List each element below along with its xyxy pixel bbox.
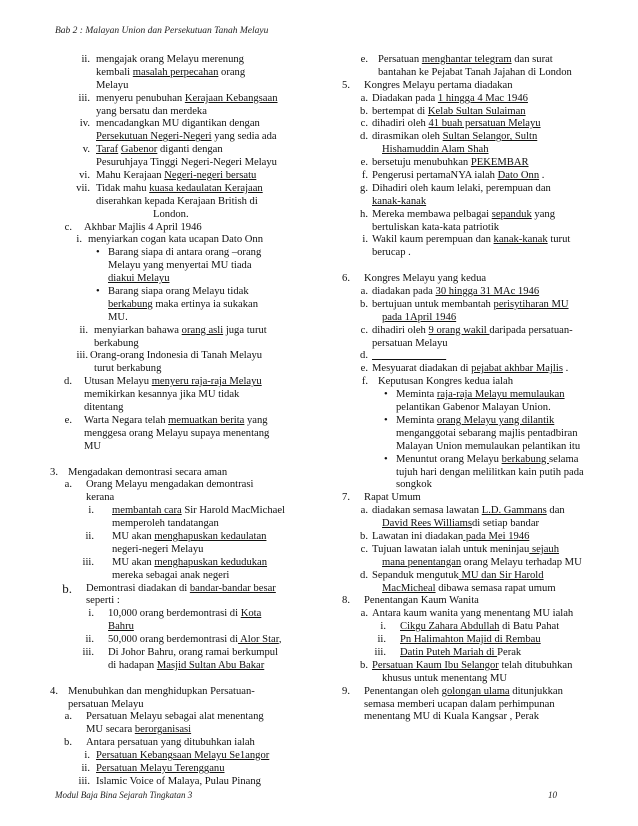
list-item-text: 50,000 orang berdemontrasi di Alor Star, [108, 634, 282, 646]
list-marker: d. [360, 569, 368, 581]
list-item-text: Orang Melayu mengadakan demontrasi [86, 479, 254, 491]
list-item-text: Penentangan Kaum Wanita [364, 595, 479, 607]
list-marker: e. [360, 157, 368, 169]
list-item-text: Persatuan Melayu sebagai alat menentang [86, 711, 264, 723]
list-item-text: menyiarkan cogan kata ucapan Dato Onn [88, 234, 264, 246]
list-item-text: Mahu Kerajaan Negeri-negeri bersatu [96, 170, 257, 182]
blank-line [372, 350, 446, 363]
list-item-text: Kongres Melayu pertama diadakan [364, 79, 513, 91]
list-marker: a. [360, 505, 368, 517]
list-item-text: diserahkan kepada Kerajaan British di [96, 195, 258, 207]
list-item-text: Persatuan Kaum Ibu Selangor telah ditubuhkan [372, 659, 573, 671]
bullet-item: • Meminta orang Melayu yang dilantik [396, 415, 554, 428]
list-item-text: London. [153, 208, 189, 220]
list-marker: i. [76, 234, 82, 246]
list-item-text: Kongres Melayu yang kedua [364, 273, 487, 285]
list-marker: e. [360, 54, 368, 65]
list-item-text: menganggotai sebarang majlis pentadbiran [396, 427, 578, 439]
list-marker: 9. [342, 685, 350, 697]
bullet-item: • Barang siapa di antara orang –orang [108, 247, 261, 260]
list-item-text: Wakil kaum perempuan dan kanak-kanak turut [372, 234, 571, 246]
list-marker: b. [360, 530, 368, 542]
list-marker: 8. [342, 595, 350, 607]
list-item-text: kerana [86, 492, 115, 504]
list-marker: iii. [82, 646, 94, 658]
list-item-text: Islamic Voice of Malaya, Pulau Pinang [96, 775, 261, 787]
list-item-text: ditentang [84, 402, 124, 414]
list-marker: f. [361, 376, 368, 388]
list-item-text: MU [84, 440, 102, 452]
list-item-text: berkabung [94, 337, 139, 349]
list-item-text: mencadangkan MU digantikan dengan [96, 118, 260, 130]
right-column [340, 54, 602, 724]
list-item-text: bantahan ke Pejabat Tanah Jajahan di London [378, 66, 572, 78]
list-item-text: MU. [108, 311, 128, 323]
list-marker: a. [64, 479, 72, 491]
list-marker: d. [360, 350, 368, 362]
bullet-item: • Menuntut orang Melayu berkabung selama [396, 454, 578, 467]
list-item-text: bersetuju menubuhkan PEKEMBAR [372, 157, 529, 169]
list-item-text: MacMicheal dibawa semasa rapat umum [382, 582, 556, 594]
list-marker: a. [360, 608, 368, 620]
list-marker: b. [64, 737, 72, 749]
list-marker: 5. [342, 79, 350, 91]
list-marker: a. [64, 711, 72, 723]
list-item-text: Menubuhkan dan menghidupkan Persatuan- [68, 685, 255, 697]
list-item-text: Bahru [108, 621, 134, 633]
list-item-text: Persatuan menghantar telegram dan surat [378, 54, 553, 65]
list-marker: f. [361, 170, 368, 182]
list-item-text: negeri-negeri Melayu [112, 543, 204, 555]
list-item-text: Antara kaum wanita yang menentang MU ialah [372, 608, 574, 620]
list-item-text: dihadiri oleh 9 orang wakil daripada persatuan- [372, 324, 573, 336]
list-marker: a. [360, 286, 368, 298]
list-marker: c. [64, 221, 72, 233]
list-item-text: menyiarkan bahawa orang asli juga turut [94, 324, 267, 336]
list-item-text: 10,000 orang berdemontrasi di Kota [108, 608, 262, 620]
list-item-text: kanak-kanak [372, 195, 427, 207]
list-marker: iv. [79, 118, 90, 130]
list-marker: b. [360, 659, 368, 671]
list-marker: v. [82, 144, 90, 156]
list-marker: g. [360, 182, 368, 194]
list-item-text: semasa memberi ucapan dalam perhimpunan [364, 698, 555, 710]
list-item-text: Di Johor Bahru, orang ramai berkumpul [108, 646, 279, 658]
list-item-text: Tidak mahu kuasa kedaulatan Kerajaan [96, 182, 263, 194]
list-item-text: khusus untuk menentang MU [382, 672, 508, 684]
list-item-text: kembali masalah perpecahan orang [96, 66, 246, 78]
bullet-item: • Barang siapa orang Melayu tidak [108, 286, 249, 299]
list-item-text: seperti : [86, 595, 120, 607]
list-item-text: Mesyuarat diadakan di pejabat akhbar Majlis . [372, 363, 569, 375]
list-item-text: dirasmikan oleh Sultan Selangor, Sultn [372, 131, 538, 143]
list-marker: ii. [85, 530, 94, 542]
list-item-text: songkok [396, 479, 432, 491]
list-item-text: diakui Melayu [108, 273, 170, 285]
list-marker: iii. [78, 775, 90, 787]
left-column [48, 54, 310, 789]
list-item-text: tujuh hari dengan melilitkan kain putih pada [396, 466, 584, 478]
list-marker: i. [84, 750, 90, 762]
list-marker: iii. [82, 556, 94, 568]
list-marker: 3. [50, 466, 58, 478]
list-marker: 4. [50, 685, 58, 697]
list-marker: 7. [342, 492, 350, 504]
list-item-text: Melayu [96, 79, 129, 91]
list-item-text: berkabung maka ertinya ia sukakan [108, 298, 259, 310]
list-marker: c. [360, 543, 368, 555]
list-item-text: Rapat Umum [364, 492, 421, 504]
list-item-text: Mengadakan demontrasi secara aman [68, 466, 228, 478]
list-item-text: bertujuan untuk membantah perisytiharan MU [372, 298, 569, 310]
list-item-text: Cikgu Zahara Abdullah di Batu Pahat [400, 621, 560, 633]
list-item-text: yang bersatu dan merdeka [96, 105, 207, 117]
list-marker: iii. [78, 92, 90, 104]
list-item-text: persatuan Melayu [68, 698, 144, 710]
list-item-text: pelantikan Gabenor Malayan Union. [396, 402, 551, 414]
list-marker: ii. [81, 54, 90, 65]
list-item-text: diadakan semasa lawatan L.D. Gammans dan [372, 505, 565, 517]
list-marker: b. [360, 298, 368, 310]
list-item-text: MU akan menghapuskan kedaulatan [112, 530, 267, 542]
list-marker: c. [360, 324, 368, 336]
list-marker: vii. [76, 182, 90, 194]
list-marker: h. [360, 208, 368, 220]
page-number: 10 [548, 790, 557, 800]
list-marker: ii. [85, 634, 94, 646]
page-header: Bab 2 : Malayan Union dan Persekutuan Tanah Melayu [55, 26, 269, 36]
list-item-text: Mereka membawa pelbagai sepanduk yang [372, 208, 555, 220]
list-item-text: Akhbar Majlis 4 April 1946 [84, 221, 202, 233]
list-marker: ii. [377, 634, 386, 646]
list-item-text: Taraf Gabenor diganti dengan [96, 144, 223, 156]
list-item-text: Keputusan Kongres kedua ialah [378, 376, 514, 388]
list-item-text: Pengerusi pertamaNYA ialah Dato Onn . [372, 170, 545, 182]
list-item-text: Diadakan pada 1 hingga 4 Mac 1946 [372, 92, 528, 104]
list-item-text: bertuliskan kata-kata patriotik [372, 221, 500, 233]
list-marker: d. [360, 131, 368, 143]
list-item-text: dihadiri oleh 41 buah persatuan Melayu [372, 118, 541, 130]
list-item-text: mengajak orang Melayu merenung [96, 54, 244, 65]
list-item-text: Persekutuan Negeri-Negeri yang sedia ada [96, 131, 277, 143]
list-marker: ii. [81, 762, 90, 774]
list-item-text: mana penentangan orang Melayu terhadap MU [382, 556, 582, 568]
list-item-text: Demontrasi diadakan di bandar-bandar besar [86, 582, 276, 594]
list-marker: iii. [374, 646, 386, 658]
list-item-text: Pn Halimahton Majid di Rembau [400, 634, 541, 646]
list-marker: d. [64, 376, 72, 388]
list-item-text: MU secara berorganisasi [86, 724, 192, 736]
list-marker: e. [360, 363, 368, 375]
list-marker: a. [360, 92, 368, 104]
list-item-text: Warta Negara telah memuatkan berita yang [84, 414, 268, 426]
list-marker: 6. [342, 273, 350, 285]
list-item-text: Malayan Union memulaukan pelantikan itu [396, 440, 581, 452]
list-item-text: mereka sebagai anak negeri [112, 569, 230, 581]
list-marker: iii. [76, 350, 88, 362]
list-marker: e. [64, 414, 72, 426]
list-item-text: membantah cara Sir Harold MacMichael [112, 505, 285, 517]
list-marker: b. [360, 105, 368, 117]
list-marker: i. [380, 621, 386, 633]
list-item-text: pada 1April 1946 [382, 311, 457, 323]
list-item-text: Persatuan Melayu Terengganu [96, 762, 225, 774]
list-marker: c. [360, 118, 368, 130]
list-item-text: Dihadiri oleh kaum lelaki, perempuan dan [372, 182, 551, 194]
list-item-text: MU akan menghapuskan kedudukan [112, 556, 268, 568]
list-item-text: Orang-orang Indonesia di Tanah Melayu [90, 350, 263, 362]
list-item-text: memperoleh tandatangan [112, 518, 219, 530]
list-item-text: Persatuan Kebangsaan Melayu Se1angor [96, 750, 270, 762]
list-item-text: turut berkabung [94, 363, 162, 375]
list-item-text: memikirkan kesannya jika MU tidak [84, 389, 240, 401]
list-item-text: menentang MU di Kuala Kangsar , Perak [364, 711, 540, 723]
list-item-text: menggesa orang Melayu supaya menentang [84, 427, 270, 439]
list-item-text: menyeru penubuhan Kerajaan Kebangsaan [96, 92, 278, 104]
list-item-text: Lawatan ini diadakan pada Mei 1946 [372, 530, 530, 542]
list-item-text: berucap . [372, 247, 411, 259]
list-item-text: Penentangan oleh golongan ulama ditunjukkan [364, 685, 563, 697]
list-item-text: persatuan Melayu [372, 337, 448, 349]
list-item-text: David Rees Williamsdi setiap bandar [382, 518, 540, 530]
list-marker: ii. [79, 324, 88, 336]
list-item-text: Pesuruhjaya Tinggi Negeri-Negeri Melayu [96, 157, 277, 169]
list-item-text: Tujuan lawatan ialah untuk meninjau sejauh [372, 543, 560, 555]
list-item-text: Datin Puteh Mariah di Perak [400, 646, 522, 658]
list-item-text: Antara persatuan yang ditubuhkan ialah [86, 737, 255, 749]
bullet-item: • Meminta raja-raja Melayu memulaukan [396, 389, 565, 402]
list-marker: b. [62, 580, 72, 596]
list-item-text: Utusan Melayu menyeru raja-raja Melayu [84, 376, 262, 388]
page-footer-title: Modul Baja Bina Sejarah Tingkatan 3 [55, 790, 193, 800]
list-item-text: di hadapan Masjid Sultan Abu Bakar [108, 659, 265, 671]
list-item-text: Sepanduk mengutuk MU dan Sir Harold [372, 569, 544, 581]
list-item-text: Melayu yang menyertai MU tiada [108, 260, 252, 272]
list-item-text: Hishamuddin Alam Shah [382, 144, 489, 156]
list-item-text: diadakan pada 30 hingga 31 MAc 1946 [372, 286, 540, 298]
list-marker: i. [362, 234, 368, 246]
list-marker: i. [88, 505, 94, 517]
list-marker: vi. [79, 170, 90, 182]
list-item-text: bertempat di Kelab Sultan Sulaiman [372, 105, 526, 117]
list-marker: i. [88, 608, 94, 620]
